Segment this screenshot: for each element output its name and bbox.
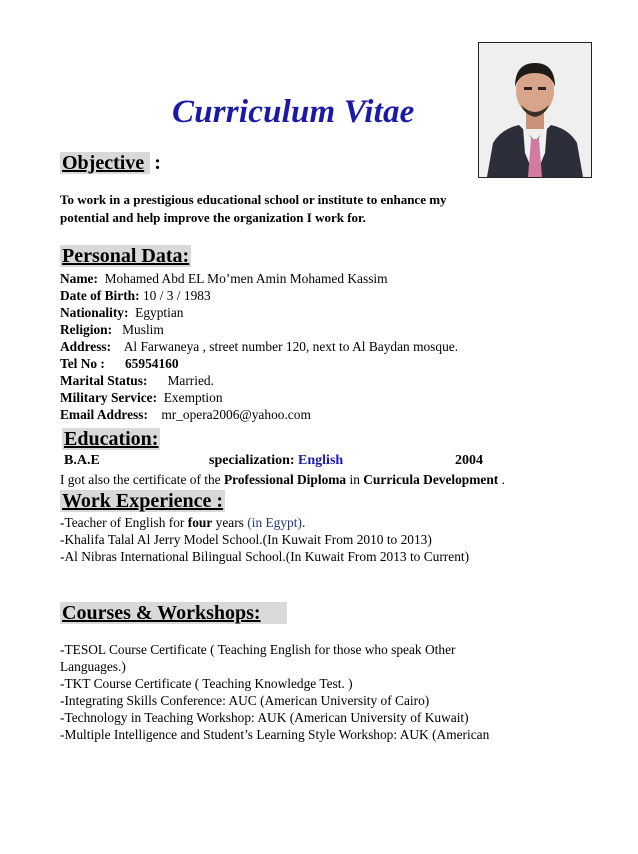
work-line1-bold: four xyxy=(187,515,213,530)
courses-heading: Courses & Workshops: xyxy=(60,602,287,624)
specialization-value: English xyxy=(298,453,344,468)
name-value: Mohamed Abd EL Mo’men Amin Mohamed Kassim xyxy=(104,271,388,286)
personal-row-military xyxy=(60,390,223,407)
marital-label: Marital Status: xyxy=(60,373,148,388)
work-line1-location: (in Egypt) xyxy=(247,515,302,530)
work-line1-mid: years xyxy=(215,515,244,530)
objective-section xyxy=(60,152,161,175)
military-label: Military Service: xyxy=(60,390,158,405)
personal-row-address xyxy=(60,339,458,356)
education-section xyxy=(62,428,160,450)
objective-colon: : xyxy=(154,152,161,174)
objective-heading: Objective xyxy=(60,152,150,174)
personal-row-tel xyxy=(60,356,179,373)
personal-row-name xyxy=(60,271,388,288)
tel-label: Tel No : xyxy=(60,356,105,371)
religion-label: Religion: xyxy=(60,322,113,337)
work-line-1 xyxy=(60,515,305,532)
profile-photo-icon xyxy=(479,43,591,177)
tel-value: 65954160 xyxy=(124,356,179,371)
courses-section xyxy=(60,602,287,624)
personal-row-dob xyxy=(60,288,211,305)
personal-row-religion xyxy=(60,322,164,339)
personal-row-email xyxy=(60,407,311,424)
education-heading: Education: xyxy=(64,428,159,450)
name-label: Name: xyxy=(60,271,98,286)
courses-item: -TESOL Course Certificate ( Teaching English for those who speak Other xyxy=(60,642,456,657)
courses-item: -Multiple Intelligence and Student’s Learning Style Workshop: AUK (American xyxy=(60,727,490,742)
education-specialization xyxy=(209,453,343,470)
address-value: Al Farwaneya , street number 120, next to Al Baydan mosque. xyxy=(123,339,459,354)
personal-row-marital xyxy=(60,373,214,390)
courses-item: -TKT Course Certificate ( Teaching Knowledge Test. ) xyxy=(60,676,353,691)
email-label: Email Address: xyxy=(60,407,148,422)
military-value: Exemption xyxy=(163,390,223,405)
address-label: Address: xyxy=(60,339,112,354)
dob-value: 10 / 3 / 1983 xyxy=(142,288,211,303)
marital-value: Married. xyxy=(167,373,214,388)
cert-field: Curricula Development xyxy=(363,472,499,487)
education-certificate xyxy=(60,472,505,489)
email-value: mr_opera2006@yahoo.com xyxy=(161,407,311,422)
courses-item: -Technology in Teaching Workshop: AUK (American University of Kuwait) xyxy=(60,710,469,725)
specialization-label: specialization: xyxy=(209,453,295,468)
objective-line-1: To work in a prestigious educational school or institute to enhance my xyxy=(60,192,447,207)
cert-prefix: I got also the certificate of the xyxy=(60,472,221,487)
work-line1-pre: -Teacher of English for xyxy=(60,515,185,530)
cert-in: in xyxy=(349,472,360,487)
dob-label: Date of Birth: xyxy=(60,288,140,303)
courses-item: Languages.) xyxy=(60,659,126,674)
work-line-2: -Khalifa Talal Al Jerry Model School.(In Kuwait From 2010 to 2013) xyxy=(60,532,432,547)
nationality-label: Nationality: xyxy=(60,305,129,320)
work-heading: Work Experience : xyxy=(62,490,224,512)
cert-end: . xyxy=(501,472,505,487)
profile-photo xyxy=(478,42,592,178)
personal-heading: Personal Data: xyxy=(62,245,190,267)
work-line-3: -Al Nibras International Bilingual School.(In Kuwait From 2013 to Current) xyxy=(60,549,470,564)
cert-diploma: Professional Diploma xyxy=(223,472,347,487)
education-year: 2004 xyxy=(455,453,483,468)
personal-section xyxy=(60,245,191,267)
nationality-value: Egyptian xyxy=(135,305,184,320)
religion-value: Muslim xyxy=(122,322,164,337)
personal-row-nationality xyxy=(60,305,184,322)
objective-line-2: potential and help improve the organization I work for. xyxy=(60,210,366,225)
work-section xyxy=(60,490,225,512)
cv-title: Curriculum Vitae xyxy=(172,94,415,130)
education-degree: B.A.E xyxy=(64,453,100,468)
work-line1-end: . xyxy=(301,515,306,530)
courses-item: -Integrating Skills Conference: AUC (American University of Cairo) xyxy=(60,693,430,708)
